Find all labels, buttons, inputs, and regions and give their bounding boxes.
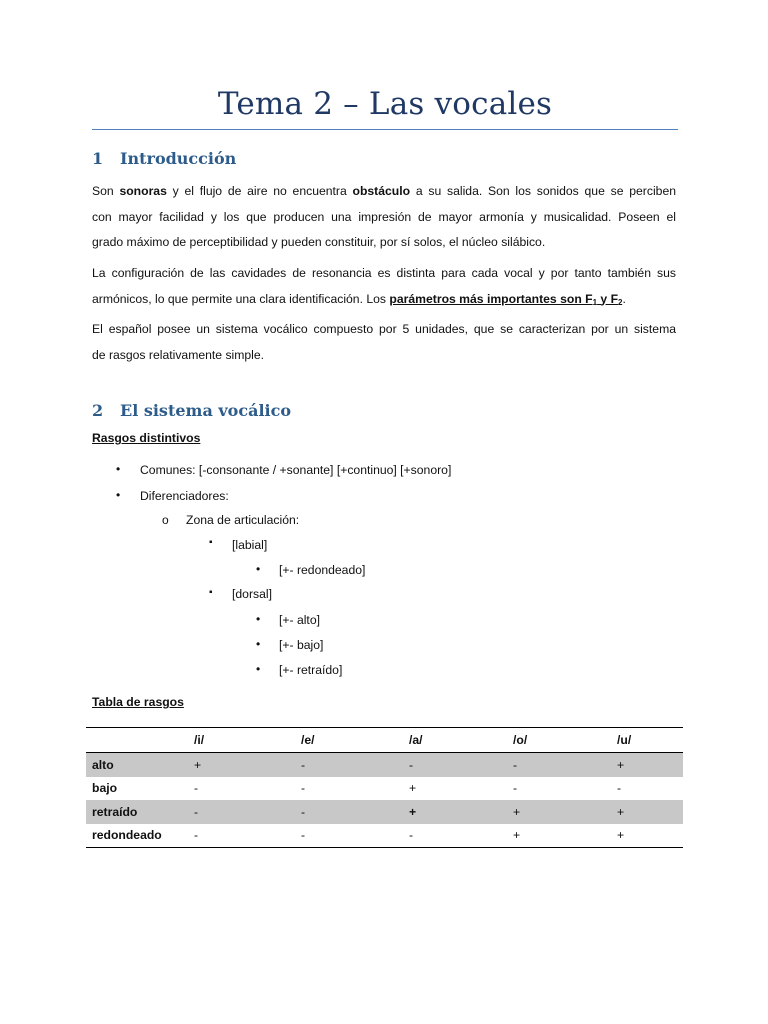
table-cell: -: [403, 753, 507, 777]
list-item-label: Comunes:: [140, 463, 196, 477]
rasgos-distintivos-heading: Rasgos distintivos: [92, 431, 201, 445]
bold-term-obstaculo: obstáculo: [352, 184, 411, 198]
table-header-cell: /i/: [188, 728, 295, 753]
table-header-cell: /a/: [403, 728, 507, 753]
list-item-redondeado: [+- redondeado]: [279, 563, 366, 577]
bullet-icon: •: [256, 637, 261, 651]
subscript: 1: [592, 297, 598, 307]
intro-paragraph-1: [92, 179, 676, 256]
square-bullet-icon: ▪: [209, 587, 213, 598]
text-run: Son: [92, 184, 120, 198]
square-bullet-icon: ▪: [209, 537, 213, 548]
list-item-bajo: [+- bajo]: [279, 638, 324, 652]
features-table: [86, 727, 683, 848]
table-cell: +: [611, 824, 683, 848]
section-number: 1: [92, 149, 104, 168]
table-cell: -: [617, 781, 622, 796]
table-header-cell: /u/: [611, 728, 683, 753]
paragraph-line: [92, 287, 676, 316]
table-cell: +: [403, 800, 507, 824]
table-cell: -: [513, 781, 518, 796]
table-cell: -: [301, 781, 306, 796]
bold-term-sonoras: sonoras: [119, 184, 167, 198]
bullet-icon: •: [256, 612, 261, 626]
text-run: y F: [597, 291, 619, 306]
table-cell: -: [507, 753, 611, 777]
table-cell: +: [188, 753, 295, 777]
table-header-row: [86, 728, 683, 753]
table-row: [86, 824, 683, 848]
table-header-cell: /o/: [507, 728, 611, 753]
list-item-comunes: [140, 463, 451, 477]
paragraph-line: grado máximo de perceptibilidad y pueden constituir, por sí solos, el núcleo silábico.: [92, 235, 546, 249]
subscript: 2: [618, 297, 623, 307]
text-run: armónicos, lo que permite una clara identificación. Los: [92, 291, 390, 306]
section-title: Introducción: [120, 149, 237, 168]
bullet-icon: •: [256, 662, 261, 676]
table-header-cell: [86, 728, 188, 753]
table-cell: -: [194, 781, 199, 796]
list-item-value: [-consonante / +sonante] [+continuo] [+sonoro]: [195, 463, 452, 477]
table-cell: +: [507, 824, 611, 848]
text-run: y el flujo de aire no encuentra: [166, 184, 353, 198]
table-cell: -: [188, 800, 295, 824]
circle-bullet-icon: o: [162, 513, 169, 527]
table-cell: +: [409, 781, 417, 796]
bullet-icon: •: [116, 488, 121, 502]
section-title: El sistema vocálico: [120, 401, 292, 420]
intro-paragraph-3: [92, 317, 676, 368]
table-cell: -: [295, 753, 403, 777]
bullet-icon: •: [116, 462, 121, 476]
list-item-zona-articulacion: Zona de articulación:: [186, 513, 300, 527]
section-number: 2: [92, 401, 104, 420]
section-heading-sistema-vocalico: [92, 401, 291, 420]
row-label: bajo: [92, 781, 118, 796]
paragraph-line: [92, 179, 676, 205]
section-heading-introduccion: [92, 149, 236, 168]
text-run: .: [622, 291, 626, 306]
table-cell: -: [295, 800, 403, 824]
table-row: [86, 800, 683, 824]
paragraph-line: con mayor facilidad y los que producen una impresión de mayor armonía y musicalidad. Poseen el: [92, 209, 676, 224]
paragraph-line: La configuración de las cavidades de resonancia es distinta para cada vocal y por tanto también sus: [92, 266, 676, 280]
list-item-retraido: [+- retraído]: [279, 663, 343, 677]
title-divider: [92, 129, 678, 130]
table-cell: +: [611, 800, 683, 824]
list-item-diferenciadores: Diferenciadores:: [140, 489, 229, 503]
table-cell: -: [295, 824, 403, 848]
table-cell: +: [507, 800, 611, 824]
table-row: [86, 777, 683, 801]
table-header-cell: /e/: [295, 728, 403, 753]
row-label: retraído: [86, 800, 188, 824]
table-cell: -: [188, 824, 295, 848]
underlined-key-parameters: [389, 292, 622, 306]
list-item-alto: [+- alto]: [279, 613, 320, 627]
bullet-icon: •: [256, 562, 261, 576]
tabla-rasgos-heading: Tabla de rasgos: [92, 695, 184, 709]
table-cell: -: [403, 824, 507, 848]
text-run: parámetros más importantes son F: [389, 291, 593, 306]
row-label: alto: [86, 753, 188, 777]
paragraph-line: El español posee un sistema vocálico compuesto por 5 unidades, que se caracterizan por un sistema: [92, 322, 676, 336]
intro-paragraph-2: [92, 261, 676, 315]
list-item-dorsal: [dorsal]: [232, 587, 272, 601]
document-title: Tema 2 – Las vocales: [217, 86, 553, 122]
text-run: a su salida. Son los sonidos que se perciben: [410, 184, 676, 198]
row-label: redondeado: [86, 824, 188, 848]
paragraph-line: de rasgos relativamente simple.: [92, 347, 265, 362]
list-item-labial: [labial]: [232, 538, 268, 552]
table-cell: +: [611, 753, 683, 777]
table-row: [86, 753, 683, 777]
